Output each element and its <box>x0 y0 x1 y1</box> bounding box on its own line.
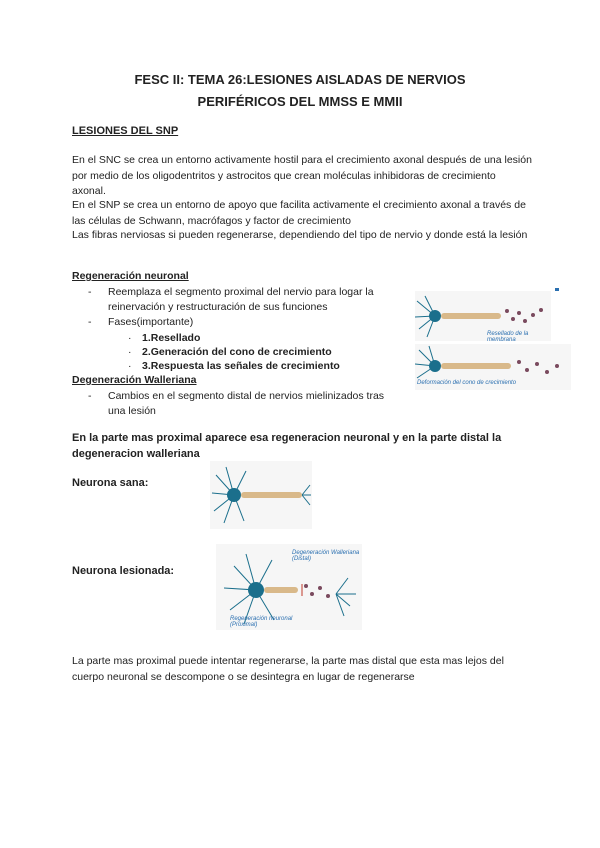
section-heading-snp: LESIONES DEL SNP <box>72 125 179 137</box>
label-neurona-sana: Neurona sana: <box>72 477 149 489</box>
phase-2: · 2.Generación del cono de crecimiento <box>128 346 332 358</box>
caption-resellado: Resellado de la membrana <box>487 331 529 341</box>
regeneracion-item-2: Fases(importante) <box>108 316 194 328</box>
paragraph-fibras: Las fibras nerviosas si pueden regenerarse, dependiendo del tipo de nervio y donde está la lesión <box>72 229 528 241</box>
paragraph-snc: En el SNC se crea un entorno activamente hostil para el crecimiento axonal después de una lesión por medio de los oligodentritos y astrocitos que crean moléculas inhibidoras de crecimiento axonal. <box>72 154 532 197</box>
regeneracion-item-1: Reemplaza el segmento proximal del nervio para logar la reinervación y restructuración de sus funciones <box>108 286 374 313</box>
heading-walleriana: Degeneración Walleriana <box>72 374 197 386</box>
caption-walleriana: Degeneración Walleriana (Distal) <box>292 550 360 562</box>
neuron-illustration <box>210 461 312 529</box>
phase-1: · 1.Resellado <box>128 332 201 344</box>
caption-regeneracion: Regeneración neuronal (Proximal) <box>230 616 293 628</box>
page-title-line2: PERIFÉRICOS DEL MMSS E MMII <box>197 94 403 109</box>
healthy-neuron-image <box>210 461 312 529</box>
page-title-line1: FESC II: TEMA 26:LESIONES AISLADAS DE NERVIOS <box>134 72 466 87</box>
paragraph-snp: En el SNP se crea un entorno de apoyo que facilita activamente el crecimiento axonal a través de las células de Schwann, macrófagos y factor de crecimiento <box>72 199 526 227</box>
bullet-dash: - <box>88 390 92 402</box>
closing-paragraph: La parte mas proximal puede intentar regenerarse, la parte mas distal que esta mas lejos del cuerpo neuronal se descompone o se desintegra en lugar de regenerarse <box>72 655 504 683</box>
growth-cone-image <box>415 344 571 390</box>
injured-neuron-image <box>216 544 362 630</box>
phase-3: · 3.Respuesta las señales de crecimiento <box>128 360 340 372</box>
bullet-dash: - <box>88 316 92 328</box>
summary-bold: En la parte mas proximal aparece esa regeneracion neuronal y en la parte distal la degeneracion walleriana <box>72 432 502 460</box>
caption-cono: Deformación del cono de crecimiento <box>417 380 517 386</box>
bullet-dash: - <box>88 286 92 298</box>
label-neurona-lesionada: Neurona lesionada: <box>72 565 175 577</box>
membrane-reseal-image <box>415 291 551 341</box>
heading-regeneracion: Regeneración neuronal <box>72 270 189 282</box>
walleriana-item-1: Cambios en el segmento distal de nervios mielinizados tras una lesión <box>108 390 385 417</box>
marker <box>555 288 559 291</box>
